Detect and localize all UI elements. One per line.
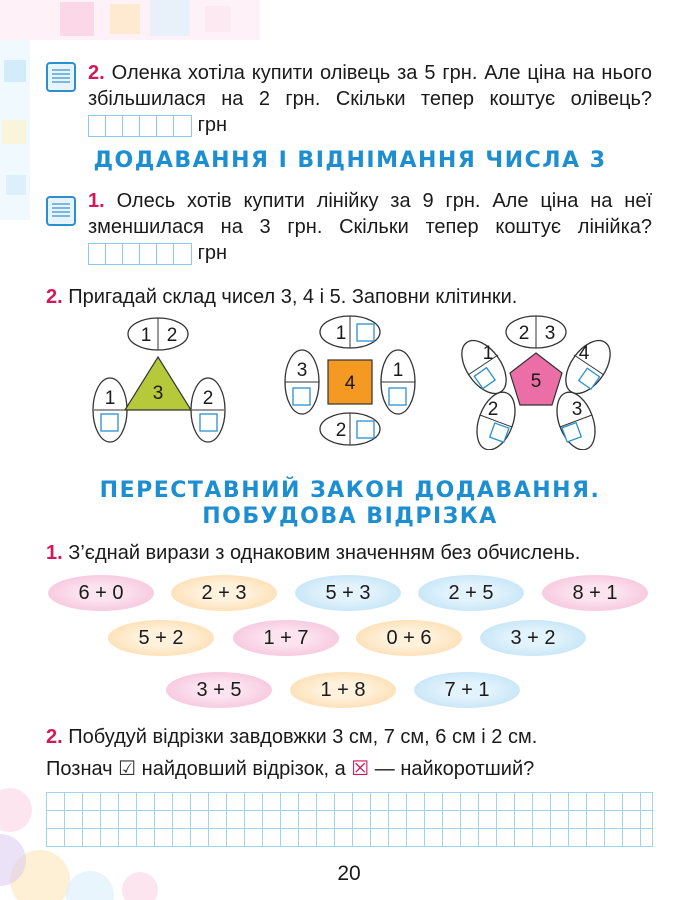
task-number: 1. [46, 542, 63, 564]
square-bottom-number: 2 [335, 420, 347, 441]
cross-box-icon: ☒ [351, 758, 370, 780]
task-text-part: Познач [46, 758, 113, 780]
task-text: Олесь хотів купити лінійку за 9 грн. Але ціна на неї зменшилася на 3 грн. Скільки тепер коштує лінійка? [88, 190, 652, 238]
section-title-line1: ПЕРЕСТАВНИЙ ЗАКОН ДОДАВАННЯ. [99, 478, 601, 503]
task-number: 1. [88, 190, 105, 212]
expression-pill[interactable]: 8 + 1 [542, 575, 648, 611]
expression-pill[interactable]: 2 + 3 [171, 575, 277, 611]
pentagon-upper-left-number: 1 [482, 343, 494, 364]
pentagon-upper-right-number: 4 [578, 343, 590, 364]
task-text: Пригадай склад чисел 3, 4 і 5. Заповни клітинки. [68, 286, 518, 308]
pentagon-lower-left-number: 2 [487, 399, 499, 420]
triangle-top-left-number: 1 [140, 325, 152, 346]
task-number: 2. [46, 726, 63, 748]
section-title-line2: ПОБУДОВА ВІДРІЗКА [202, 504, 498, 529]
page-number: 20 [337, 862, 361, 885]
task-text-part: найдовший відрізок, а [141, 758, 346, 780]
square-right-number: 1 [392, 360, 404, 381]
task-2 [46, 284, 666, 310]
task-text-part: — найкоротший? [374, 758, 535, 780]
expression-pill[interactable]: 7 + 1 [414, 672, 520, 708]
pentagon-center-number: 5 [530, 371, 542, 392]
task-1 [88, 188, 652, 266]
expression-pill[interactable]: 3 + 2 [480, 620, 586, 656]
number-composition-diagrams [80, 315, 640, 450]
check-box-icon: ☑ [118, 758, 137, 780]
expression-pill[interactable]: 1 + 7 [233, 620, 339, 656]
expression-pill[interactable]: 6 + 0 [48, 575, 154, 611]
expression-pill[interactable]: 2 + 5 [418, 575, 524, 611]
task-1 [46, 540, 666, 566]
triangle-top-right-number: 2 [166, 325, 178, 346]
section-title [40, 478, 660, 530]
book-icon [46, 62, 76, 92]
expression-pill[interactable]: 3 + 5 [166, 672, 272, 708]
expression-pill[interactable]: 0 + 6 [356, 620, 462, 656]
triangle-left-number: 1 [104, 388, 116, 409]
expression-pill[interactable]: 5 + 2 [108, 620, 214, 656]
unit-label: грн [197, 242, 228, 264]
square-left-number: 3 [296, 360, 308, 381]
expression-pill[interactable]: 1 + 8 [290, 672, 396, 708]
book-icon [46, 196, 76, 226]
expression-pill[interactable]: 5 + 3 [295, 575, 401, 611]
task-text: Оленка хотіла купити олівець за 5 грн. Але ціна на нього збільшилася на 2 грн. Скільки тепер коштує олівець? [88, 62, 652, 110]
task-text: З’єднай вирази з однаковим значенням без обчислень. [68, 542, 581, 564]
answer-cells[interactable] [88, 115, 192, 137]
task-number: 2. [88, 62, 105, 84]
task-number: 2. [46, 286, 63, 308]
triangle-center-number: 3 [152, 383, 164, 404]
task-top [88, 60, 652, 138]
section-title: ДОДАВАННЯ І ВІДНІМАННЯ ЧИСЛА 3 [93, 148, 607, 173]
pentagon-top-right-number: 3 [544, 323, 556, 344]
answer-cells[interactable] [88, 243, 192, 265]
drawing-grid[interactable] [46, 792, 653, 847]
unit-label: грн [197, 114, 228, 136]
square-center-number: 4 [344, 373, 356, 394]
task-text-line1: Побудуй відрізки завдовжки 3 см, 7 см, 6 см і 2 см. [68, 726, 538, 748]
pentagon-lower-right-number: 3 [571, 399, 583, 420]
square-top-number: 1 [335, 323, 347, 344]
triangle-right-number: 2 [202, 388, 214, 409]
pentagon-top-left-number: 2 [518, 323, 530, 344]
task-2 [46, 724, 666, 782]
